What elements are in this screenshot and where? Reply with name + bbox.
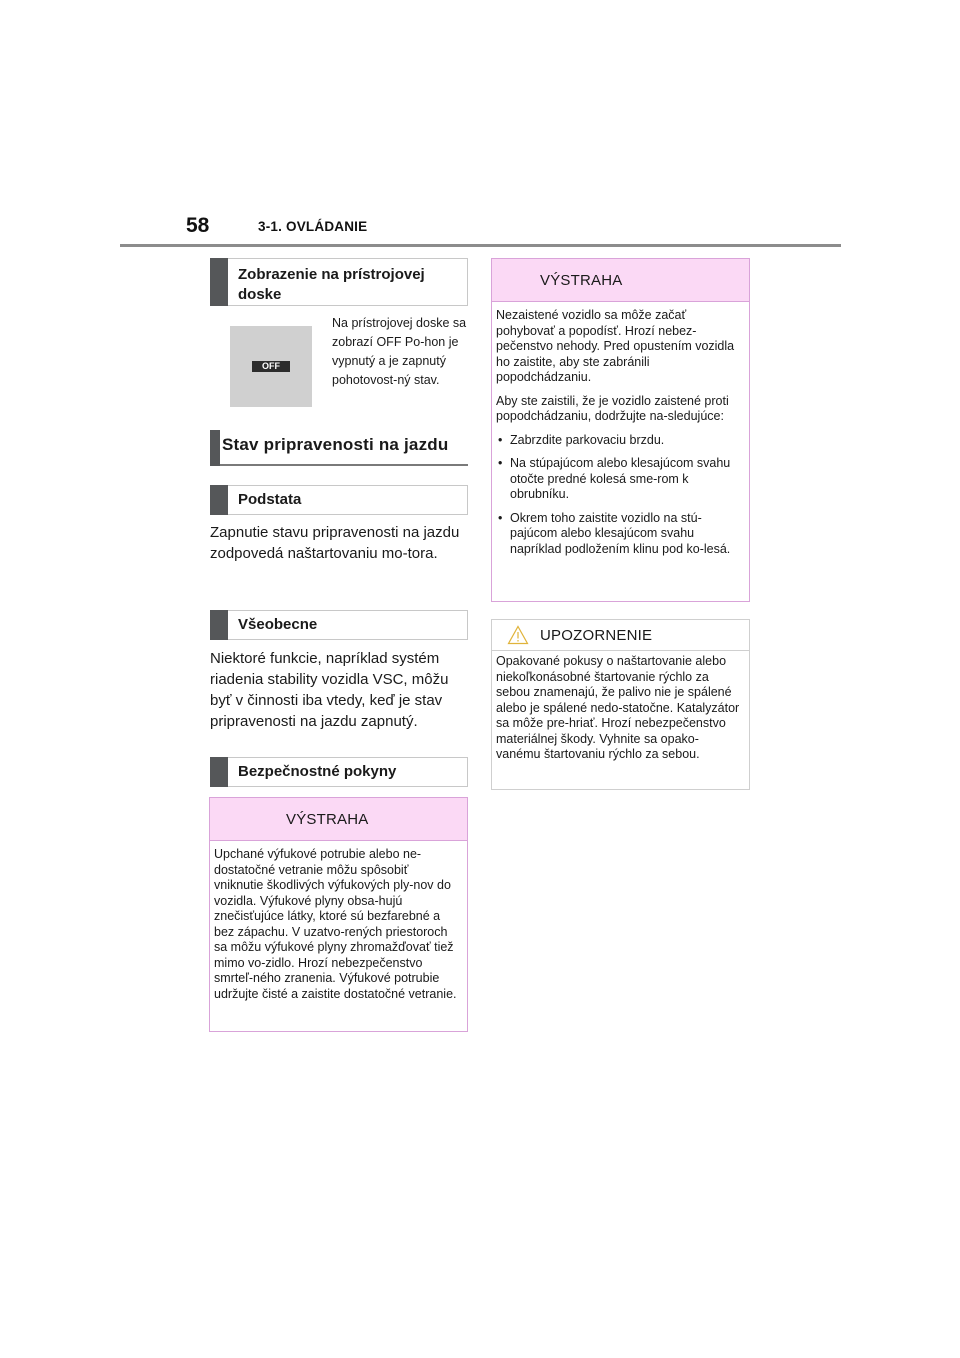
list-item: • Okrem toho zaistite vozidlo na stú-pajúcom alebo klesajúcom svahu napríklad podložením klinu pod ko-lesá. <box>496 511 743 558</box>
notice-text: Opakované pokusy o naštartovanie alebo niekoľkonásobné štartovanie rýchlo za sebou znamenajú, že palivo nie je spálené alebo je spálené nedo-statočne. Katalyzátor sa môže pre-hriať. Hrozí nebezpečenstvo materiálnej škody. Vyhnite sa opako-vanému štartovaniu rýchlo za sebou. <box>496 654 740 761</box>
heading-bar <box>210 258 228 306</box>
warning-header <box>492 259 749 302</box>
warning-title: VÝSTRAHA <box>286 811 369 828</box>
warning-paragraph: Nezaistené vozidlo sa môže začať pohybovať a popodísť. Hrozí nebez-pečenstvo nehody. Pred opustením vozidla ho zaistite, aby ste zabránili popodchádzaniu. <box>496 308 735 384</box>
heading-general <box>210 610 468 640</box>
heading-bar <box>210 485 228 515</box>
section-heading-ready-state <box>210 430 468 466</box>
caution-triangle-icon <box>507 625 529 645</box>
warning-paragraph: Aby ste zaistili, že je vozidlo zaistené proti popodchádzaniu, dodržujte na-sledujúce: <box>496 393 729 423</box>
display-caption: Na prístrojovej doske sa zobrazí OFF Po-hon je vypnutý a je zapnutý pohotovost-ný stav. <box>332 316 467 387</box>
header-divider <box>120 244 841 247</box>
warning-box-rolling <box>491 258 750 602</box>
general-text: Niektoré funkcie, napríklad systém riadenia stability vozidla VSC, môžu byť v činnosti iba vtedy, keď je stav pripravenosti na jazdu zapnutý. <box>210 650 449 730</box>
section-title: 3-1. OVLÁDANIE <box>258 219 368 234</box>
heading-text: Všeobecne <box>238 616 318 633</box>
off-indicator: OFF <box>252 361 290 372</box>
page-number: 58 <box>186 214 210 237</box>
essence-text: Zapnutie stavu pripravenosti na jazdu zodpovedá naštartovaniu mo-tora. <box>210 524 460 562</box>
heading-essence <box>210 485 468 515</box>
list-item: • Zabrzdite parkovaciu brzdu. <box>496 433 743 449</box>
warning-header <box>210 798 467 841</box>
heading-text: Zobrazenie na prístrojovej doske <box>238 266 425 303</box>
warning-title: VÝSTRAHA <box>540 272 623 289</box>
heading-bar <box>210 610 228 640</box>
heading-text: Bezpečnostné pokyny <box>238 763 397 780</box>
notice-title: UPOZORNENIE <box>540 627 653 644</box>
heading-bar <box>210 757 228 787</box>
dashboard-display-image <box>230 326 312 407</box>
heading-safety <box>210 757 468 787</box>
notice-header <box>492 620 749 651</box>
heading-dashboard-display <box>210 258 468 306</box>
warning-box-exhaust <box>209 797 468 1032</box>
warning-content <box>492 302 749 573</box>
warning-text: Upchané výfukové potrubie alebo ne-dostatočné vetranie môžu spôsobiť vniknutie škodlivých výfukových ply-nov do vozidla. Výfukové plyny obsa-hujú znečisťujúce látky, ktoré sú bezfarebné a bez zápachu. V uzatvo-rených priestoroch sa môžu výfukové plyny zhromažďovať tiež mimo vo-zidlo. Hrozí nebezpečenstvo smrteľ-ného zranenia. Výfukové potrubie udržujte čisté a zaistite dostatočné vetranie. <box>214 847 457 1001</box>
heading-text: Podstata <box>238 491 302 508</box>
heading-text: Stav pripravenosti na jazdu <box>222 435 449 454</box>
notice-box-starting <box>491 619 750 790</box>
warning-list <box>496 433 743 558</box>
list-item: • Na stúpajúcom alebo klesajúcom svahu otočte predné kolesá sme-rom k obrubníku. <box>496 456 743 503</box>
heading-bar <box>210 430 220 466</box>
